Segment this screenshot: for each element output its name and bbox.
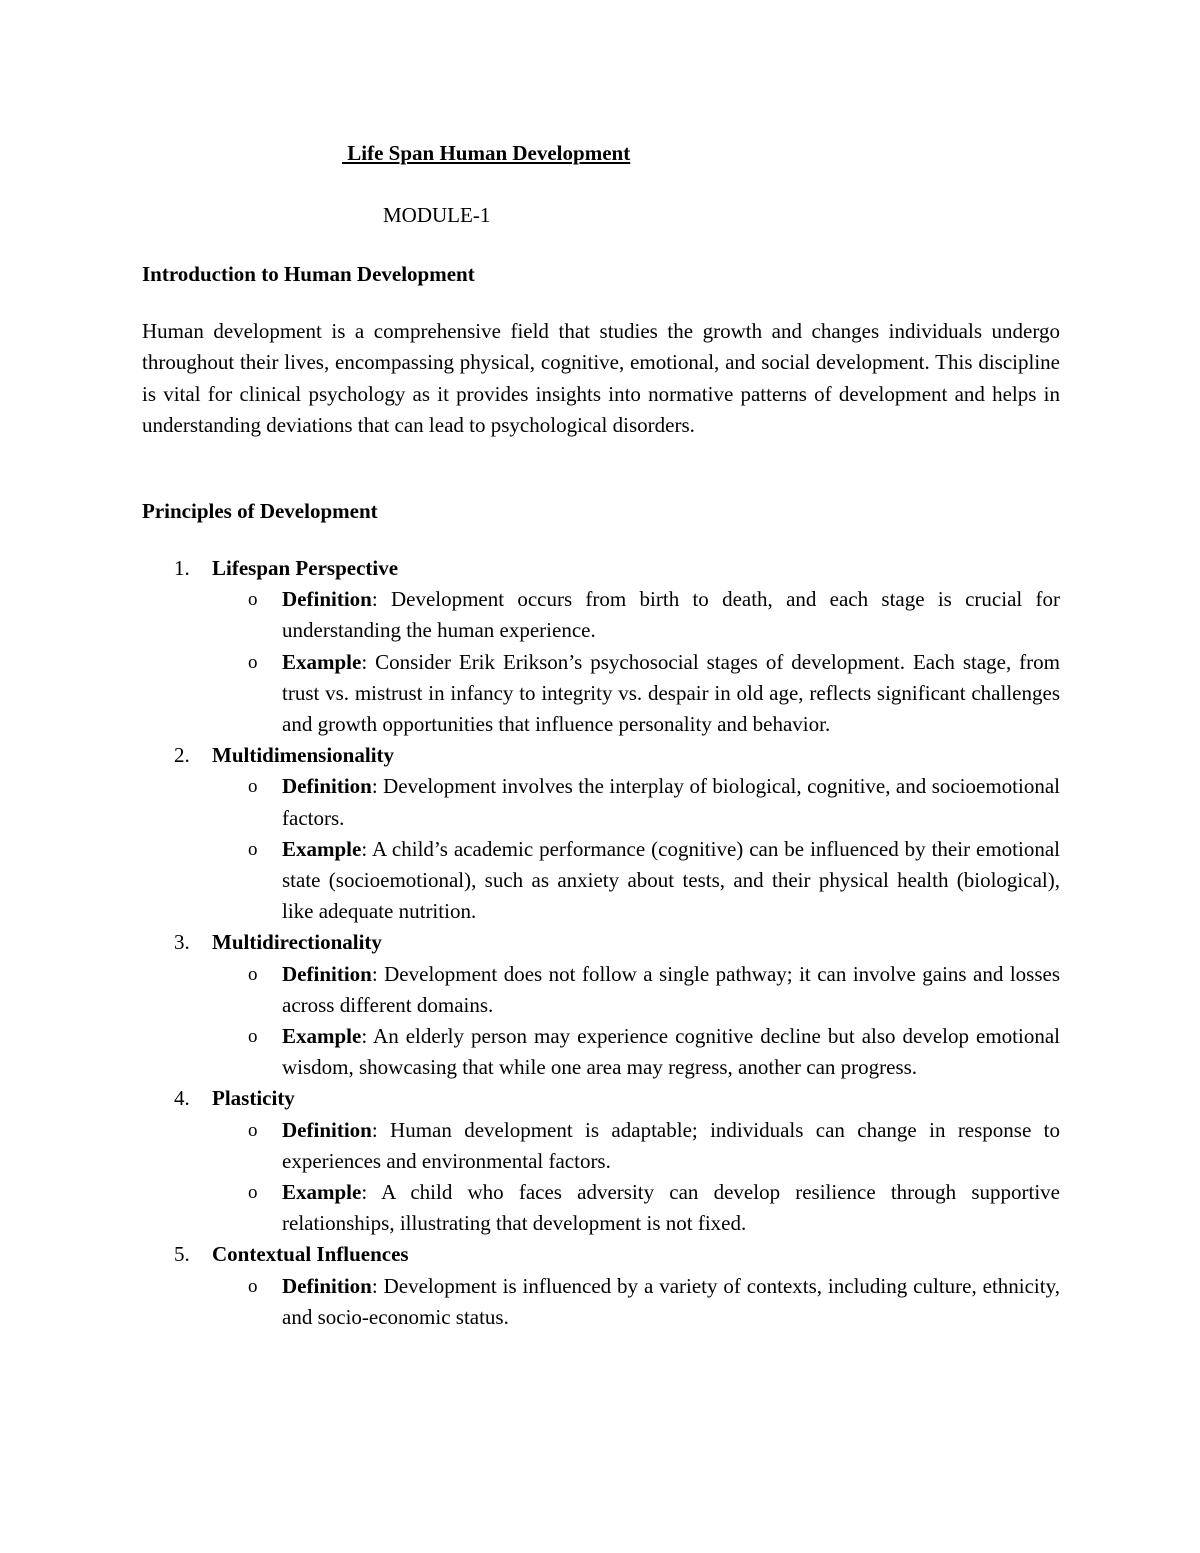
hollow-bullet-icon: o <box>248 838 258 860</box>
principle-item <box>142 1083 1060 1239</box>
principle-title: Multidirectionality <box>212 930 382 955</box>
detail-label: Example <box>282 649 362 674</box>
principle-title: Contextual Influences <box>212 1242 409 1267</box>
intro-heading: Introduction to Human Development <box>142 262 475 286</box>
principles-list <box>142 553 1060 1333</box>
detail-text: : Consider Erik Erikson’s psychosocial stages of development. Each stage, from trust vs. mistrust in infancy to integrity vs. despair in old age, reflects significant challenges and growth opportunities that influence personality and behavior. <box>282 649 1060 737</box>
principle-title: Multidimensionality <box>212 743 395 768</box>
detail-label: Example <box>282 1180 362 1205</box>
detail-text: : Human development is adaptable; individuals can change in response to experiences and environmental factors. <box>282 1117 1060 1173</box>
principle-heading <box>142 1083 1060 1114</box>
detail-text: : Development involves the interplay of biological, cognitive, and socioemotional factors. <box>282 774 1060 830</box>
detail-label: Example <box>282 1024 362 1049</box>
detail-label: Definition <box>282 774 372 799</box>
principle-title: Plasticity <box>212 1086 295 1111</box>
principle-details <box>142 959 1060 1084</box>
hollow-bullet-icon: o <box>248 963 258 985</box>
hollow-bullet-icon: o <box>248 1026 258 1048</box>
principle-details <box>142 771 1060 927</box>
detail-label: Definition <box>282 961 372 986</box>
detail-text: : Development does not follow a single pathway; it can involve gains and losses across different domains. <box>282 961 1060 1017</box>
principle-number: 1. <box>174 556 190 580</box>
principle-heading <box>142 927 1060 958</box>
detail-item <box>142 959 1060 1021</box>
detail-text: : A child’s academic performance (cognitive) can be influenced by their emotional state (socioemotional), such as anxiety about tests, and their physical health (biological), like adequate nutrition. <box>282 836 1060 924</box>
hollow-bullet-icon: o <box>248 1275 258 1297</box>
detail-text: : Development is influenced by a variety of contexts, including culture, ethnicity, and socio-economic status. <box>282 1273 1060 1329</box>
principle-title: Lifespan Perspective <box>212 556 399 580</box>
document-title: Life Span Human Development <box>342 141 631 165</box>
hollow-bullet-icon: o <box>248 651 258 673</box>
detail-text: : An elderly person may experience cognitive decline but also develop emotional wisdom, showcasing that while one area may regress, another can progress. <box>282 1024 1060 1080</box>
detail-item <box>142 647 1060 741</box>
principle-number: 2. <box>174 743 190 768</box>
principle-number: 3. <box>174 930 190 955</box>
principle-item <box>142 553 1060 740</box>
principles-heading: Principles of Development <box>142 499 378 523</box>
detail-item <box>142 1021 1060 1083</box>
principle-details <box>142 1115 1060 1240</box>
principle-item <box>142 927 1060 1083</box>
detail-item <box>142 1271 1060 1333</box>
detail-label: Definition <box>282 1273 372 1298</box>
detail-item <box>142 1177 1060 1239</box>
hollow-bullet-icon: o <box>248 1119 258 1141</box>
detail-label: Definition <box>282 1117 372 1142</box>
principle-item <box>142 740 1060 927</box>
detail-item <box>142 1115 1060 1177</box>
hollow-bullet-icon: o <box>248 1182 258 1204</box>
detail-item <box>142 771 1060 833</box>
principle-number: 5. <box>174 1242 190 1267</box>
detail-text: : A child who faces adversity can develop resilience through supportive relationships, illustrating that development is not fixed. <box>282 1180 1060 1236</box>
detail-item <box>142 834 1060 928</box>
detail-label: Definition <box>282 587 372 612</box>
hollow-bullet-icon: o <box>248 776 258 798</box>
principle-heading <box>142 740 1060 771</box>
principle-heading <box>142 1239 1060 1270</box>
detail-label: Example <box>282 836 362 861</box>
principle-details <box>142 1271 1060 1333</box>
module-label: MODULE-1 <box>383 203 491 227</box>
detail-item <box>142 584 1060 646</box>
principle-number: 4. <box>174 1086 190 1111</box>
principle-details <box>142 584 1060 740</box>
hollow-bullet-icon: o <box>248 589 258 611</box>
detail-text: : Development occurs from birth to death, and each stage is crucial for understanding the human experience. <box>282 587 1060 643</box>
principle-heading <box>142 553 1060 584</box>
principle-item <box>142 1239 1060 1333</box>
intro-paragraph: Human development is a comprehensive field that studies the growth and changes individuals undergo throughout their lives, encompassing physical, cognitive, emotional, and social development. This discipline is vital for clinical psychology as it provides insights into normative patterns of development and helps in understanding deviations that can lead to psychological disorders. <box>142 319 1060 437</box>
